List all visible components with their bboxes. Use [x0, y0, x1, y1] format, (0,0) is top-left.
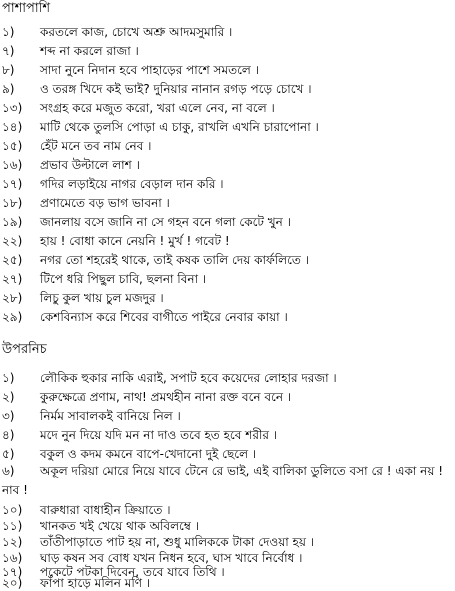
clue-text: গদির লড়াইয়ে নাগর বেড়াল দান করি । [40, 176, 224, 191]
clue-text: বকুল ও কদম কমনে বাপে-খেদানো দুই ছেলে । [40, 446, 257, 461]
clue-number: ৮) [2, 62, 15, 77]
clue-number: ৭) [2, 43, 15, 58]
clue-number: ১০) [2, 502, 23, 517]
clue-down-20 [2, 575, 150, 590]
clue-number: ১৫) [2, 138, 23, 153]
clue-number: ২৫) [2, 252, 23, 267]
clue-text: হায় ! বোধা কানে নেয়নি ! মুর্খ ! গবেট ! [40, 233, 230, 248]
clue-across-8 [2, 60, 259, 79]
clue-across-28 [2, 288, 164, 307]
clue-text: কেশবিন্যাস করে শিবের বাগীতে পাইরে নেবার কায়া । [40, 309, 288, 324]
clue-number: ১৭) [2, 564, 23, 579]
section-title-across: পাশাপাশি [2, 1, 51, 16]
clue-across-19 [2, 212, 291, 231]
clue-number: ১২) [2, 534, 23, 549]
clue-text: ও তরঙ্গ খিদে কই ভাই? দুনিয়ার নানান রগড় পড়ে চোখে । [40, 81, 312, 96]
section-title-down: উপরনিচ [2, 342, 47, 357]
clue-text: লিচু কুল খায় চুল মজদুর । [40, 290, 164, 305]
clue-text: কুরুক্ষেত্রে প্রণাম, নাথ! প্রমথহীন নানা রক্ত বনে বনে । [40, 389, 292, 404]
clue-text: খানকত খই খেয়ে থাক অবিলম্বে । [40, 518, 200, 533]
clue-text: টিপে ধরি পিছুল চাবি, ছলনা বিনা । [40, 271, 207, 286]
clue-text: তাঁতীপাড়াতে পাট হয় না, শুধু মালিককে টাকা দেওয়া হয় । [40, 534, 315, 549]
clue-number: ৪) [2, 427, 15, 442]
clue-down-2 [2, 387, 291, 406]
clue-text: প্রণামেতে বড় ভাগ ভাবনা । [40, 195, 170, 210]
clue-text: জানলায় বসে জানি না সে গহন বনে গলা কেটে খুন । [40, 214, 291, 229]
clue-text: পকেটে পটকা দিবেন, তবে যাবে তিথি । [40, 564, 225, 579]
clue-across-7 [2, 41, 139, 60]
clue-text: মদে নুন দিয়ে যদি মন না দাও তবে হত হবে শরীর । [40, 427, 278, 442]
clue-across-14 [2, 117, 319, 136]
clue-number: ৩) [2, 408, 15, 423]
clue-text: নগর তো শহরেই থাকে, তাই কষক তালি দেয় কার্ফলিতে । [40, 252, 310, 267]
clue-number: ২) [2, 389, 15, 404]
clue-text: অকূল দরিয়া মোরে নিয়ে যাবে টেনে রে ভাই, এই বালিকা ডুলিতে বসা রে ! একা নয় ! নাব ! [2, 464, 444, 497]
clue-down-5 [2, 444, 256, 463]
clue-number: ১৯) [2, 214, 23, 229]
clue-text: শব্দ না করলে রাজা । [40, 43, 139, 58]
clue-text: সাদা নুনে নিদান হবে পাহাড়ের পাশে সমতলে । [40, 62, 259, 77]
clue-number: ১৮) [2, 195, 23, 210]
clue-across-16 [2, 155, 140, 174]
clue-number: ১৬) [2, 157, 23, 172]
clue-number: ১) [2, 24, 15, 39]
clue-number: ১৩) [2, 100, 23, 115]
clue-across-22 [2, 231, 230, 250]
clue-across-13 [2, 98, 275, 117]
clue-text: নির্মম সাবালকই বানিয়ে নিল । [40, 408, 181, 423]
clue-number: ২৭) [2, 271, 23, 286]
clue-number: ১৬) [2, 550, 23, 565]
clue-number: ২৮) [2, 290, 23, 305]
clue-across-1 [2, 22, 232, 41]
clue-down-6 [2, 462, 453, 500]
clue-text: ঘাড় কষন সব বোধ যখন নিধন হবে, ঘাস খাবে নির্বোধ । [40, 550, 303, 565]
clue-text: বারুধারা বাধাহীন ক্রিয়াতে । [40, 502, 171, 517]
clue-number: ২৯) [2, 309, 23, 324]
clue-text: সংগ্রহ করে মজুত করো, খরা এলে নেব, না বলে । [40, 100, 275, 115]
clue-text: লৌকিক হুকার নাকি এরাই, সপাট হবে কয়েদের লোহার দরজা । [40, 370, 337, 385]
clue-number: ১১) [2, 518, 23, 533]
clue-number: ১৪) [2, 119, 23, 134]
clue-text: প্রভাব উল্টালে লাশ । [40, 157, 140, 172]
clue-number: ৯) [2, 81, 15, 96]
clue-number: ১) [2, 370, 15, 385]
clue-text: হেঁট মনে তব নাম নেব । [40, 138, 152, 153]
clue-text: ফাঁপা হাড়ে মলিন মণি । [40, 575, 151, 590]
clue-number: ১৭) [2, 176, 23, 191]
clue-text: করতলে কাজ, চোখে অশ্রু আদমসুমারি । [40, 24, 233, 39]
clue-across-15 [2, 136, 151, 155]
clue-down-3 [2, 406, 181, 425]
clue-down-4 [2, 425, 277, 444]
clue-number: ৬) [2, 464, 15, 478]
clue-across-29 [2, 307, 288, 326]
clue-number: ৫) [2, 446, 15, 461]
clue-text: মাটি থেকে তুলসি পোড়া এ চাকু, রাখলি এখনি চারাপোনা । [40, 119, 319, 134]
clue-across-27 [2, 269, 206, 288]
clue-down-1 [2, 368, 337, 387]
clue-across-18 [2, 193, 170, 212]
clue-across-25 [2, 250, 309, 269]
clue-across-9 [2, 79, 312, 98]
clue-number: ২২) [2, 233, 23, 248]
clue-across-17 [2, 174, 224, 193]
clue-number: ২০) [2, 575, 23, 590]
